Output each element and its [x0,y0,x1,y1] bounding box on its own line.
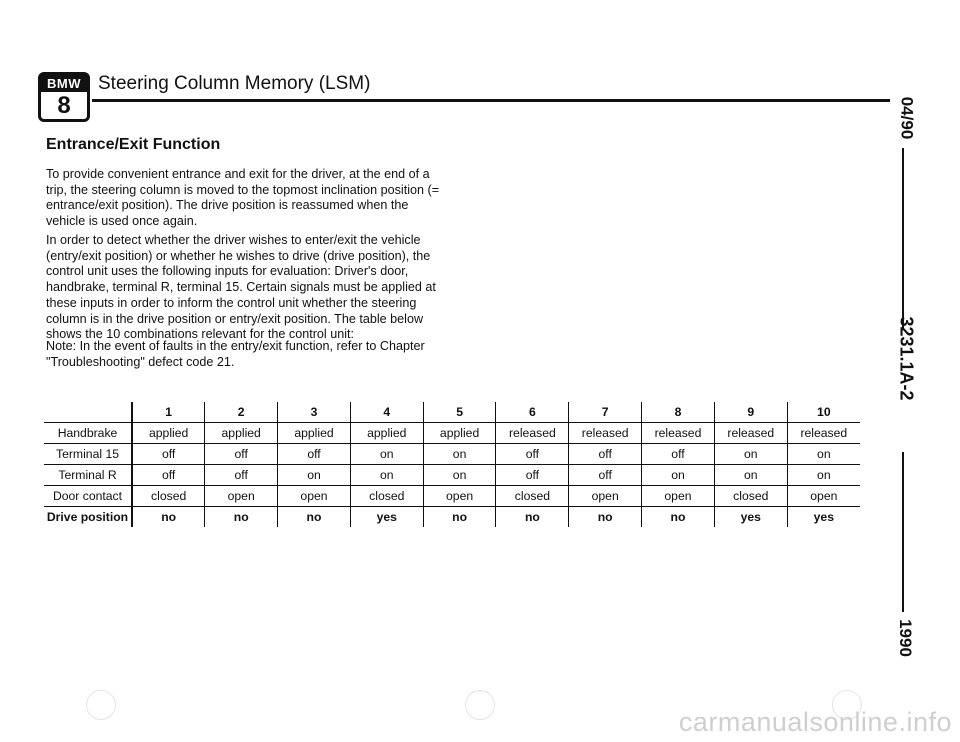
header-divider [92,99,890,102]
table-cell: applied [132,423,205,444]
table-cell: closed [496,486,569,507]
column-header: 10 [787,402,860,423]
table-cell: off [132,444,205,465]
row-label: Handbrake [44,423,132,444]
table-row-drive-position [44,507,860,528]
section-title: Entrance/Exit Function [46,136,221,153]
table-cell: yes [714,507,787,528]
column-header: 5 [423,402,496,423]
table-cell: no [278,507,351,528]
table-cell: off [496,465,569,486]
table-cell: closed [714,486,787,507]
table-cell: no [423,507,496,528]
column-header: 3 [278,402,351,423]
table-cell: off [569,465,642,486]
table-cell: no [496,507,569,528]
table-cell: off [205,465,278,486]
table-cell: applied [423,423,496,444]
column-header: 4 [350,402,423,423]
side-divider-upper [902,148,904,328]
table-cell: off [205,444,278,465]
column-header: 8 [642,402,715,423]
paragraph-note: Note: In the event of faults in the entry/exit function, refer to Chapter "Troubleshooting" defect code 21. [46,339,425,369]
table-cell: off [496,444,569,465]
table-cell: off [132,465,205,486]
table-cell: released [496,423,569,444]
table-cell: open [569,486,642,507]
row-label: Door contact [44,486,132,507]
table-cell: on [714,444,787,465]
table-cell: on [787,465,860,486]
paragraph-intro: To provide convenient entrance and exit for the driver, at the end of a trip, the steering column is moved to the topmost inclination position (= entrance/exit position). The drive position is reassumed when the vehicle is used once again. [46,167,440,229]
table-cell: applied [205,423,278,444]
table-cell: released [642,423,715,444]
table-cell: no [569,507,642,528]
table-cell: on [423,465,496,486]
side-document-code: 3231.1A-2 [896,316,917,401]
input-combination-table [44,402,860,527]
table-row [44,465,860,486]
table-cell: released [569,423,642,444]
logo-brand-text: BMW [41,75,87,92]
table-cell: released [714,423,787,444]
site-watermark: carmanualsonline.info [678,707,952,737]
column-header: 1 [132,402,205,423]
table-cell: no [205,507,278,528]
row-label: Terminal 15 [44,444,132,465]
table-header-row [44,402,860,423]
table-cell: open [278,486,351,507]
table-cell: on [642,465,715,486]
table-row [44,423,860,444]
table-cell: applied [350,423,423,444]
bmw-logo-badge [38,72,90,122]
row-label: Terminal R [44,465,132,486]
table-cell: open [205,486,278,507]
table-cell: open [787,486,860,507]
table-cell: off [569,444,642,465]
table-cell: open [423,486,496,507]
table-cell: no [132,507,205,528]
table-cell: off [642,444,715,465]
table-cell: on [714,465,787,486]
punch-hole-mark [86,690,116,720]
side-year-label: 1990 [895,619,915,657]
side-date-label: 04/90 [897,96,917,140]
side-divider-lower [902,452,904,612]
punch-hole-mark [465,690,495,720]
table-cell: yes [787,507,860,528]
table-cell: applied [278,423,351,444]
table-row [44,444,860,465]
table-cell: on [278,465,351,486]
table-cell: closed [350,486,423,507]
table-cell: open [642,486,715,507]
table-cell: on [350,444,423,465]
table-row [44,486,860,507]
table-cell: no [642,507,715,528]
table-corner-cell [44,402,132,423]
table-cell: released [787,423,860,444]
table-cell: on [350,465,423,486]
column-header: 2 [205,402,278,423]
column-header: 6 [496,402,569,423]
table-cell: yes [350,507,423,528]
row-label: Drive position [44,507,132,528]
paragraph-detection: In order to detect whether the driver wishes to enter/exit the vehicle (entry/exit position) or whether he wishes to drive (drive position), the control unit uses the following inputs for evaluation: Driver's door, handbrake, terminal R, terminal 15. Certain signals must be applied at these inputs in order to inform the control unit whether the steering column is in the drive position or entry/exit position. The table below shows the 10 combinations relevant for the control unit: [46,233,436,342]
table-cell: closed [132,486,205,507]
table-cell: on [423,444,496,465]
column-header: 9 [714,402,787,423]
table-cell: on [787,444,860,465]
page-header-title: Steering Column Memory (LSM) [98,73,371,94]
logo-series-number: 8 [57,92,71,119]
column-header: 7 [569,402,642,423]
table-cell: off [278,444,351,465]
